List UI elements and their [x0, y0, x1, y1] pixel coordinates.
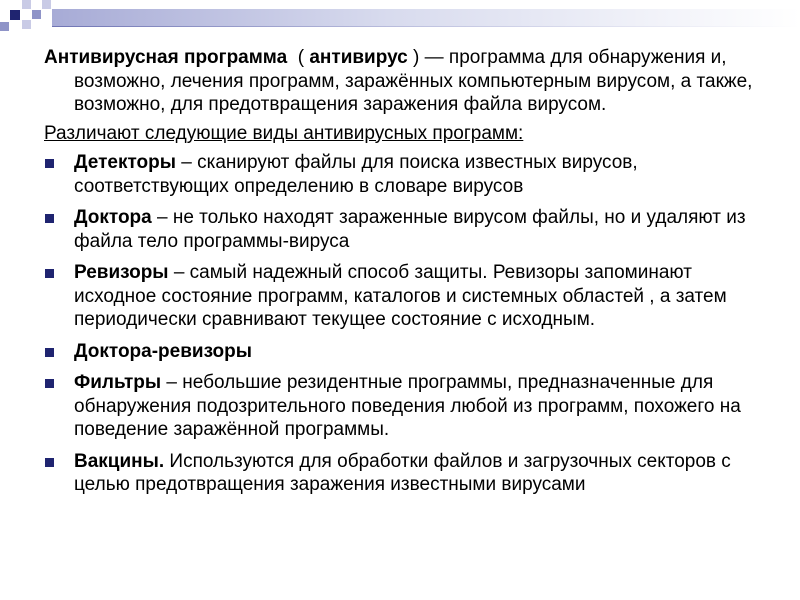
list-item: [44, 450, 774, 497]
item-name: Доктора: [74, 207, 152, 228]
alt-term-text: антивирус: [309, 47, 408, 68]
item-text: – небольшие резидентные программы, предназначенные для обнаружения подозрительного поведения любой из программ, похожего на поведение заражённой программы.: [74, 372, 741, 440]
item-name: Ревизоры: [74, 262, 169, 283]
item-text: – сканируют файлы для поиска известных вирусов, соответствующих определению в словаре вирусов: [74, 152, 638, 197]
list-item: [44, 371, 774, 442]
definition-text: ) — программа для обнаружения и, возможно, лечения программ, заражённых компьютерным вирусом, а также, возможно, для предотвращения заражения файла вирусом.: [74, 47, 753, 115]
item-name: Вакцины.: [74, 450, 165, 472]
decor-square: [22, 0, 31, 9]
square-bullet-icon: [45, 214, 54, 223]
square-bullet-icon: [45, 348, 54, 357]
decor-square: [10, 10, 20, 20]
list-item: [44, 206, 774, 253]
item-name: Доктора-ревизоры: [74, 340, 252, 362]
header-decoration: [0, 0, 800, 40]
list-item: [44, 151, 774, 198]
square-bullet-icon: [45, 159, 54, 168]
item-name: Фильтры: [74, 372, 162, 393]
slide-content: [44, 46, 774, 505]
square-bullet-icon: [45, 379, 54, 388]
decor-square: [32, 10, 41, 19]
list-item: [44, 340, 774, 364]
item-text: – самый надежный способ защиты. Ревизоры запоминают исходное состояние программ, каталогов и системных областей , а затем периодически сравнивают текущее состояние с исходным.: [74, 262, 727, 330]
item-text: Используются для обработки файлов и загрузочных секторов с целью предотвращения заражения известными вирусами: [74, 450, 731, 495]
item-text: – не только находят зараженные вирусом файлы, но и удаляют из файла тело программы-вируса: [74, 207, 746, 252]
decor-square: [42, 0, 51, 9]
decor-square: [22, 20, 31, 29]
list-item: [44, 261, 774, 332]
square-bullet-icon: [45, 458, 54, 467]
types-heading: Различают следующие виды антивирусных программ:: [44, 122, 524, 144]
header-bar: [52, 9, 800, 26]
open-paren: (: [297, 47, 305, 68]
decor-square: [0, 22, 9, 31]
definition-paragraph: [44, 46, 774, 117]
types-list: [44, 151, 774, 497]
header-bar-line: [52, 26, 800, 27]
item-name: Детекторы: [74, 152, 176, 173]
term-text: Антивирусная программа: [44, 47, 288, 68]
square-bullet-icon: [45, 269, 54, 278]
